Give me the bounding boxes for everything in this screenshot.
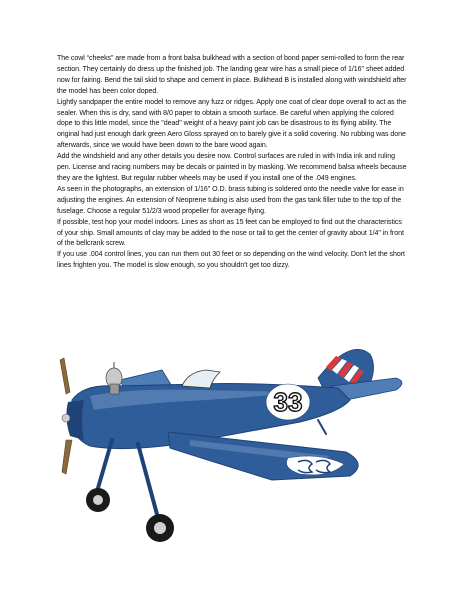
tail-skid bbox=[318, 420, 326, 434]
paragraph-cowl: The cowl “cheeks” are made from a front balsa bulkhead with a section of bond paper semi-rolled to form the rear section. They certainly do dress up the finished job. The landing gear wire has a small piece of 1/16" sheet added now for fairing. Bend the tail skid to shape and cement in place. Bulkhead B is installed along with windshield after the model has been color doped. bbox=[57, 55, 407, 95]
racing-number-roundel bbox=[266, 384, 310, 420]
paragraph-tubing: As seen in the photographs, an extension of 1/16" O.D. brass tubing is soldered onto the needle valve for ease in adjusting the engines. An extension of Neoprene tubing is also used from the gas tank filler tube to the top of the fuselage. Choose a regular 51/2/3 wood propeller for average flying. bbox=[57, 185, 404, 215]
left-wheel bbox=[86, 488, 110, 512]
paragraph-test-hop: If possible, test hop your model indoors. Lines as short as 15 feet can be employed to find out the characteristics of your ship. Small amounts of clay may be added to the nose or tail to get the center of gravity about 1/4" in front of the bellcrank screw. bbox=[57, 218, 404, 248]
paragraph-control-lines: If you use .004 control lines, you can run them out 30 feet or so depending on the wind velocity. Don't let the short lines frighten you. The model is slow enough, so you shouldn't get too dizzy. bbox=[57, 251, 405, 270]
right-wheel bbox=[146, 514, 174, 542]
paragraph-sanding: Lightly sandpaper the entire model to remove any fuzz or ridges. Apply one coat of clear dope overall to act as the sealer. When this is dry, sand with 8/0 paper to obtain a smooth surface. Be careful when applying the colored dope to this little model, since the "dead" weight of a heavy paint job can be disastrous to its flying ability. The original had just enough dark green Aero Gloss sprayed on to barely give it a solid covering. No rubbing was done afterwards, since we would have been down to the bare wood again. bbox=[57, 98, 407, 150]
model-airplane-illustration bbox=[50, 340, 416, 550]
body-text bbox=[57, 54, 407, 272]
paragraph-details: Add the windshield and any other details you desire now. Control surfaces are ruled in with India ink and ruling pen. License and racing numbers may be decals or painted in by masking. We recommend balsa wheels because they are the lightest. But regular rubber wheels may be used if you install one of the .049 engines. bbox=[57, 153, 407, 182]
racing-number: 33 bbox=[273, 387, 303, 417]
